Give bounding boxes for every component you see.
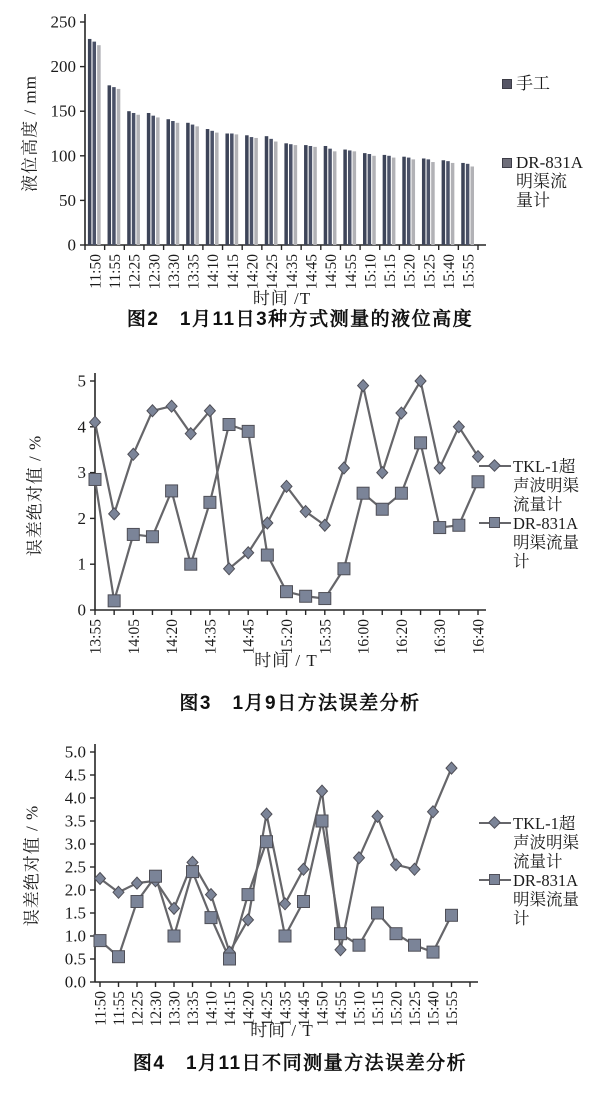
svg-text:15:55: 15:55 (460, 254, 478, 290)
svg-text:4.5: 4.5 (64, 765, 86, 785)
legend-label-line: TKL-1超 (513, 457, 576, 476)
svg-text:3.0: 3.0 (64, 834, 86, 854)
figure-3-error-line-chart (0, 340, 600, 720)
svg-text:200: 200 (50, 57, 76, 77)
legend-entry-tkl1 (479, 814, 579, 871)
svg-text:1.5: 1.5 (64, 903, 86, 923)
square-icon (489, 517, 500, 528)
legend-label-line: 声波明渠 (513, 833, 579, 852)
svg-text:14:55: 14:55 (333, 991, 350, 1027)
svg-text:14:35: 14:35 (283, 254, 301, 290)
svg-text:250: 250 (50, 12, 76, 32)
svg-text:14:45: 14:45 (296, 991, 313, 1027)
svg-text:2: 2 (77, 508, 86, 528)
svg-text:11:50: 11:50 (87, 254, 105, 289)
figure-2-liquid-level-bar-chart (0, 0, 600, 340)
svg-text:0: 0 (67, 235, 76, 255)
legend-label-line: 手工 (516, 74, 550, 93)
svg-text:14:20: 14:20 (164, 619, 182, 655)
square-marker-icon (479, 879, 511, 881)
figure4-caption: 图4 1月11日不同测量方法误差分析 (132, 1053, 468, 1074)
legend-label-line: 声波明渠 (513, 476, 579, 495)
dr831a-series-swatch-icon (502, 158, 512, 168)
square-icon (489, 874, 500, 885)
svg-text:15:25: 15:25 (407, 991, 424, 1027)
svg-text:15:20: 15:20 (388, 991, 406, 1027)
svg-text:14:35: 14:35 (202, 619, 220, 655)
svg-text:15:10: 15:10 (351, 991, 369, 1027)
figure2-x-axis-title: 时间 /T (252, 289, 312, 308)
diamond-icon (488, 459, 501, 472)
svg-text:14:50: 14:50 (314, 991, 332, 1027)
legend-label-line: 计 (513, 909, 530, 928)
svg-text:13:35: 13:35 (185, 991, 202, 1027)
figure4-legend (479, 814, 579, 928)
svg-text:15:55: 15:55 (444, 991, 461, 1027)
svg-text:15:10: 15:10 (362, 254, 380, 290)
svg-text:14:25: 14:25 (259, 991, 276, 1027)
svg-text:14:10: 14:10 (203, 991, 221, 1027)
svg-text:100: 100 (50, 146, 76, 166)
square-marker-icon (479, 522, 511, 524)
legend-label-line: DR-831A (516, 153, 584, 172)
svg-text:14:05: 14:05 (125, 619, 143, 655)
svg-text:14:15: 14:15 (222, 991, 239, 1027)
svg-text:13:35: 13:35 (185, 254, 203, 290)
svg-text:15:35: 15:35 (317, 619, 335, 655)
svg-text:50: 50 (59, 190, 76, 210)
svg-text:14:25: 14:25 (264, 254, 282, 290)
legend-label-line: 流量计 (513, 495, 563, 514)
svg-text:12:30: 12:30 (146, 254, 164, 290)
svg-text:11:50: 11:50 (92, 991, 110, 1026)
legend-label-line: 明渠流 (516, 172, 567, 191)
svg-text:15:40: 15:40 (425, 991, 443, 1027)
figure3-y-axis-title: 误差绝对值 / % (25, 434, 45, 557)
legend-entry-dr831a (502, 153, 583, 210)
svg-text:15:25: 15:25 (421, 254, 439, 290)
svg-text:15:15: 15:15 (370, 991, 387, 1027)
legend-label-line: DR-831A (513, 514, 579, 533)
svg-text:13:30: 13:30 (165, 254, 183, 290)
svg-text:0: 0 (77, 600, 86, 620)
svg-text:5.0: 5.0 (64, 742, 86, 762)
svg-text:16:00: 16:00 (355, 619, 373, 655)
svg-text:0.5: 0.5 (64, 949, 86, 969)
svg-text:2.5: 2.5 (64, 857, 86, 877)
legend-label-line: TKL-1超 (513, 814, 576, 833)
figure2-y-axis-title: 液位高度 / mm (20, 75, 40, 192)
svg-text:150: 150 (50, 101, 76, 121)
diamond-icon (488, 816, 501, 829)
figure2-legend (502, 74, 583, 210)
manual-series-swatch-icon (502, 79, 512, 89)
svg-text:11:55: 11:55 (111, 991, 128, 1026)
svg-text:5: 5 (77, 371, 86, 391)
svg-text:14:55: 14:55 (342, 254, 360, 290)
diamond-marker-icon (479, 822, 511, 824)
svg-text:12:30: 12:30 (148, 991, 165, 1027)
svg-text:16:30: 16:30 (432, 619, 450, 655)
svg-text:14:15: 14:15 (224, 254, 242, 290)
svg-text:14:45: 14:45 (303, 254, 321, 290)
svg-text:1.0: 1.0 (64, 926, 86, 946)
svg-text:14:20: 14:20 (244, 254, 262, 290)
svg-text:12:25: 12:25 (126, 254, 144, 290)
legend-entry-manual (502, 74, 583, 93)
figure3-legend (479, 457, 579, 571)
svg-text:13:30: 13:30 (166, 991, 184, 1027)
svg-text:16:20: 16:20 (393, 619, 411, 655)
legend-label-line: DR-831A (513, 871, 579, 890)
svg-text:14:50: 14:50 (323, 254, 341, 290)
legend-label-line: 流量计 (513, 852, 563, 871)
svg-text:15:20: 15:20 (279, 619, 296, 655)
svg-text:3: 3 (77, 463, 86, 483)
diamond-marker-icon (479, 465, 511, 467)
legend-label-line: 计 (513, 552, 530, 571)
svg-text:14:20: 14:20 (240, 991, 258, 1027)
svg-text:16:40: 16:40 (470, 619, 488, 655)
figure2-caption: 图2 1月11日3种方式测量的液位高度 (126, 309, 474, 330)
legend-label-line: 量计 (516, 191, 550, 210)
svg-text:11:55: 11:55 (106, 254, 124, 289)
svg-text:15:20: 15:20 (401, 254, 419, 290)
svg-text:14:10: 14:10 (205, 254, 223, 290)
svg-text:13:55: 13:55 (87, 619, 105, 655)
figure3-caption: 图3 1月9日方法误差分析 (179, 693, 421, 714)
svg-text:14:45: 14:45 (240, 619, 258, 655)
figure3-x-axis-title: 时间 / T (254, 651, 318, 670)
figure-4-error-line-chart (0, 720, 600, 1096)
legend-label-line: 明渠流量 (513, 890, 579, 909)
svg-text:3.5: 3.5 (64, 811, 86, 831)
svg-text:15:40: 15:40 (441, 254, 459, 290)
svg-text:15:15: 15:15 (382, 254, 400, 290)
figure4-y-axis-title: 误差绝对值 / % (22, 804, 42, 927)
legend-label-line: 明渠流量 (513, 533, 579, 552)
legend-entry-dr831a (479, 871, 579, 928)
legend-entry-tkl1 (479, 457, 579, 514)
svg-text:1: 1 (77, 554, 86, 574)
svg-text:2.0: 2.0 (64, 880, 86, 900)
svg-text:12:25: 12:25 (129, 991, 147, 1027)
svg-text:4: 4 (77, 417, 86, 437)
svg-text:0.0: 0.0 (64, 972, 86, 992)
svg-text:4.0: 4.0 (64, 788, 86, 808)
svg-text:14:35: 14:35 (277, 991, 295, 1027)
figure4-x-axis-title: 时间 / T (250, 1021, 314, 1040)
legend-entry-dr831a (479, 514, 579, 571)
